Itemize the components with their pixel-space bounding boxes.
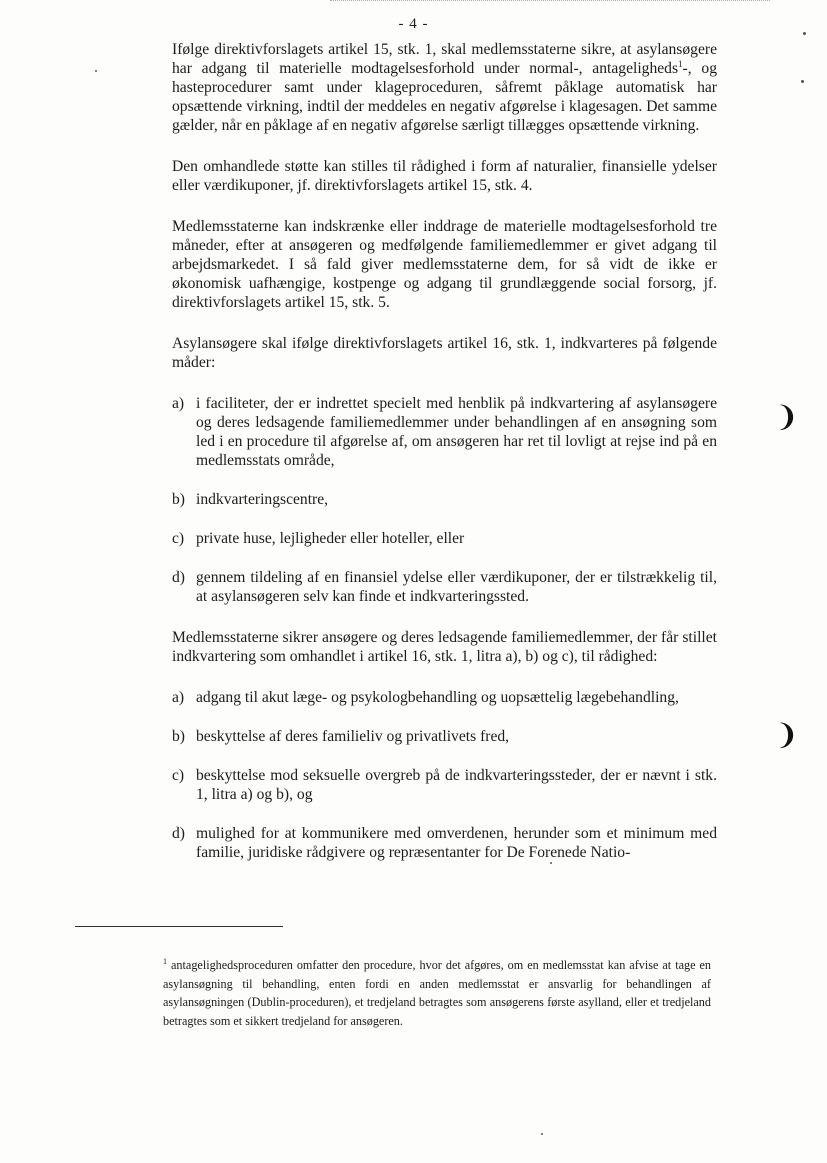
- list-marker: d): [172, 569, 185, 586]
- footnote-text: antagelighedsproceduren omfatter den procedure, hvor det afgøres, om en medlemsstat kan afvise at tage en asylansøgning til behandling, enten fordi en anden medlemsstat er ansvarlig for behandlingen af asylansøgningen (Dublin-proceduren), et tredjeland betragtes som ansøgerens første asylland, eller et tredjeland betragtes som et sikkert tredjeland for ansøgeren.: [163, 958, 712, 1028]
- page-number: - 4 -: [398, 16, 429, 32]
- paragraph-article-15-5: Medlemsstaterne kan indskrænke eller inddrage de materielle modtagelsesforhold tre måneder, efter at ansøgeren og medfølgende familiemedlemmer er givet adgang til arbejdsmarkedet. I så fald giver medlemsstaterne dem, for så vidt de ikke er økonomisk uafhængige, kostpenge og adgang til grundlæggende social forsorg, jf. direktivforslagets artikel 15, stk. 5.: [172, 218, 717, 311]
- paragraph-article-15-4: Den omhandlede støtte kan stilles til rådighed i form af naturalier, finansielle ydelser eller værdikuponer, jf. direktivforslagets artikel 15, stk. 4.: [172, 158, 717, 194]
- list-item: [172, 394, 717, 470]
- document-body: [172, 40, 717, 862]
- list-marker: b): [172, 728, 185, 745]
- footnote-reference: 1: [678, 59, 683, 69]
- list-item: [172, 727, 717, 746]
- list-item-text: private huse, lejligheder eller hoteller, eller: [196, 530, 465, 547]
- list-item: [172, 568, 717, 606]
- footnote: [163, 956, 711, 1030]
- list-marker: c): [172, 767, 185, 784]
- scan-top-border: [330, 0, 770, 4]
- list-marker: a): [172, 395, 185, 412]
- paragraph-article-16-1: Asylansøgere skal ifølge direktivforslagets artikel 16, stk. 1, indkvarteres på følgende måder:: [172, 335, 717, 371]
- list-item-text: adgang til akut læge- og psykologbehandling og uopsættelig lægebehandling,: [196, 689, 679, 706]
- list-item-text: indkvarteringscentre,: [196, 491, 329, 508]
- paragraph-text: Ifølge direktivforslagets artikel 15, stk. 1, skal medlemsstaterne sikre, at asylansøgere har adgang til materielle modtagelsesforhold under normal-, antageligheds: [172, 41, 717, 77]
- footnote-separator: [75, 926, 283, 927]
- paragraph-article-16-2: Medlemsstaterne sikrer ansøgere og deres ledsagende familiemedlemmer, der får stillet indkvartering som omhandlet i artikel 16, stk. 1, litra a), b) og c), til rådighed:: [172, 629, 717, 665]
- list-marker: d): [172, 825, 185, 842]
- scan-speck: [803, 32, 806, 35]
- list-item-text: mulighed for at kommunikere med omverdenen, herunder som et minimum med familie, juridiske rådgivere og repræsentanter for De Forenede Natio-: [196, 825, 717, 861]
- footnote-number: 1: [163, 957, 167, 966]
- binder-hole-mark: ❩: [775, 718, 799, 751]
- list-item: [172, 824, 717, 862]
- list-item-text: beskyttelse mod seksuelle overgreb på de indkvarteringssteder, der er nævnt i stk. 1, litra a) og b), og: [196, 767, 717, 803]
- scan-speck: [95, 70, 97, 72]
- paragraph-article-15-1: [172, 40, 717, 135]
- binder-hole-mark: ❩: [775, 400, 799, 433]
- scan-speck: [550, 862, 552, 864]
- list-item: [172, 688, 717, 707]
- list-item: [172, 490, 717, 509]
- list-item-text: beskyttelse af deres familieliv og privatlivets fred,: [196, 728, 510, 745]
- list-marker: b): [172, 491, 185, 508]
- list-item: [172, 529, 717, 548]
- list-item-text: gennem tildeling af en finansiel ydelse eller værdikuponer, der er tilstrækkelig til, at asylansøgeren selv kan finde et indkvarteringssted.: [196, 569, 717, 605]
- scan-speck: [801, 80, 804, 83]
- list-item-text: i faciliteter, der er indrettet specielt med henblik på indkvartering af asylansøgere og deres ledsagende familiemedlemmer under behandlingen af en ansøgning som led i en procedure til afgørelse af, om ansøgeren har ret til lovligt at rejse ind på en medlemsstats område,: [196, 395, 717, 469]
- scan-speck: [541, 1133, 543, 1135]
- list-marker: a): [172, 689, 185, 706]
- list-marker: c): [172, 530, 185, 547]
- paragraph-text: -, og hasteprocedurer samt under klageproceduren, såfremt påklage automatisk har opsættende virkning, indtil der meddeles en negativ afgørelse i klagesagen. Det samme gælder, når en påklage af en negativ afgørelse særligt tillægges opsættende virkning.: [172, 60, 717, 134]
- list-item: [172, 766, 717, 804]
